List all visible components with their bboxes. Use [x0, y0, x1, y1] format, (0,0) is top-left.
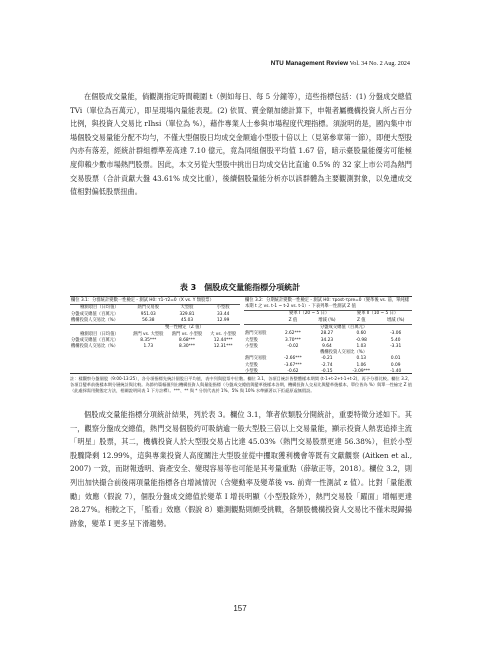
table-cell: -3.31 [390, 343, 402, 349]
table-cell: 8.30*** [178, 344, 195, 350]
table-cell: 0.60 [356, 331, 367, 337]
table-cell: -0.15 [321, 368, 333, 374]
table-cell: -0.21 [321, 356, 333, 362]
header-cell: 熱門 vs. 大型股 [133, 331, 164, 337]
table-cell: 0.01 [390, 356, 401, 362]
table-cell: -3.67*** [284, 362, 302, 368]
group-row [244, 324, 412, 331]
row-label: 熱門交易股 [245, 356, 267, 362]
row-label: 分盤成交總值（百萬元） [71, 337, 119, 343]
table-cell: -1.40 [390, 368, 402, 374]
header-cell: 熱門交易股 [137, 305, 160, 311]
table-title: 表 3 個股成交量能指標分項統計 [179, 283, 301, 292]
header-cell: 變革 I（20 ~ 5 日） [289, 311, 330, 317]
table-cell: 0.09 [390, 362, 401, 368]
header-cell: 變革 II（10 ~ 5 日） [356, 311, 399, 317]
group-label: 分盤成交總值（百萬元） [319, 324, 368, 330]
header-cell: 大型股 [180, 305, 194, 311]
header-cell: Z 值 [343, 317, 379, 324]
paragraph-text: 在個股成交量能，倘觀測指定時間範圍 t（例如每日、每 5 分鐘等），這些指標包括：(1) 分盤成交總值 TVi（單位為百萬元），即呈現場內量能表現。(2) 依買、賣金額加總計算下，申報者屬機構投資人所占百分比例，與投資人交易比 rIhsi（單位為 %），藉作專業人士參與市場程度代理指標。須說明的是，國內集中市場個股交易量能分配不均勻，不僅大型個股日均成交金額逾小型股十倍以上（見第參章第一節），即便大型股內亦有落差，經統計群組標準差高達 7.10 億元，竟為同組個股平均值 1.67 倍，暗示臺股量能優劣可能極度仰賴少數市場熱門股票。因此，本文另從大型股中挑出日均成交佔比直逾 0.5% 的 32 家上市公司為熱門交易股票（合計貢獻大盤 43.61% 成交比重），後續個股量能分析亦以該群體為主要觀測對象，以免遭成交值相對偏低股票扭曲。 [70, 92, 412, 197]
table-cell: -2.74 [321, 362, 333, 368]
panel-caption: 欄位 3.1：分群統計變數一性檢定 - 測試 H0: τ1-τ2=0（X vs. Y 類股票） [70, 298, 240, 305]
table-header-row [70, 331, 240, 337]
table-cell: -2.66*** [284, 356, 302, 362]
table-subheader-row [70, 325, 240, 332]
table-note: 註：樣觀察分盤個股（9:00-13:25），各分項指標先統計個股日平均值，表中列與股票中位數。欄位 3.1，各項目統計皆整體樣本期間 (t-1+t-2+t-1+t-2)，再予分群比較。欄位 3.2，各項目變革前後樣本期分層統計與比較。為節約篇幅僅列出機構投資人與量能指標（分盤成交總值與變革後樣本各期，機構投資人交易比與變革後樣本，單位皆為 %）與單一性檢定 Z 值（此處採需用動態定方法，相關說明同表 1 下方註釋）。***、** 與 * 分別代表於 1%、5% 與 10% 水準顯著以下拒絕原虛無假設。 [70, 376, 412, 394]
table-row [244, 298, 412, 311]
table-cell: 8.68*** [178, 337, 195, 343]
table-cell: -3.06 [390, 331, 402, 337]
table-cell: 1.73 [143, 344, 154, 350]
panel-3-1 [70, 298, 240, 350]
table-cell: -0.02 [287, 343, 299, 349]
table-header-row [70, 305, 240, 312]
row-label: 分盤成交總值（百萬元） [71, 311, 119, 317]
header-cell [244, 311, 275, 318]
header-cell: 小型股 [216, 305, 230, 311]
table-cell: 28.27 [320, 331, 334, 337]
header-cell: 增減 (%) [379, 317, 412, 324]
header-cell [244, 317, 275, 324]
panel-3-1-table [70, 298, 240, 350]
subheader-cell: 雙一性檢定（Z 值） [165, 325, 204, 331]
table-cell: 329.81 [179, 311, 195, 317]
table-cell: -0.98 [355, 337, 367, 343]
table-cell: 2.62*** [284, 331, 301, 337]
table-cell: 3.70*** [284, 337, 301, 343]
body-paragraph-1 [70, 90, 412, 199]
row-label: 大型股 [245, 362, 258, 368]
table-header-row [244, 311, 412, 318]
table-cell: 56.38 [129, 318, 168, 325]
body-paragraph-2 [70, 408, 412, 530]
table-cell: 12.31*** [213, 344, 233, 350]
table-row [244, 369, 412, 375]
row-label: 機構投資人交易比（%） [71, 344, 119, 350]
header-cell: 檢測項目（日均值） [80, 305, 119, 311]
table-cell: 8.35*** [140, 337, 157, 343]
paragraph-text: 個股成交量能指標分項統計結果，列於表 3。欄位 3.1，筆者依類股分開統計，重要特徵分述如下。其一，觀察分盤成交總值，熱門交易個股約可吸納逾一般大型股三倍以上交易量能，顯示投資人熱衷追捧主流「明星」股票，其二，機構投資人於大型股交易占比達 45.03%（熱門交易股票更達 56.38%），但於小型股驟降剩 12.99%，這與專業投資人高度關注大型股並從中攫取獲利機會等既有文獻觀察 (Aitken et al., 2007) 一致，而財報透明、資產安全、變現容易等也可能是其考量重點（薛敏正等，2018）。欄位 3.2，則列出加快撮合前後兩項量能指標各自增減情況（含變動率及變革後 vs. 前齊一性測試 z 值）。比對「量能激勵」效應（假說 7），個股分盤成交總值於變革 I 增長明顯（小型股除外），熱門交易股「躍面」增幅更達 28.27%。相較之下，「監看」效應（假說 8）雖測觀點則頗受挑戰，各類股機構投資人交易比不僅未現歸揚跡象，變革 I 更多呈下滑趨勢。 [70, 410, 412, 528]
table-cell: -0.62 [287, 368, 299, 374]
header-cell: 增減 (%) [311, 317, 343, 324]
table-cell: 33.44 [217, 311, 230, 317]
group-label: 機構投資人交易比（%） [320, 350, 368, 356]
table-bottom-rule [70, 373, 412, 374]
panel-3-2-table [244, 298, 412, 375]
row-label: 熱門交易股 [245, 331, 267, 337]
table-cell: 9.64 [322, 343, 332, 349]
table-cell: 34.23 [320, 337, 334, 343]
table-subheader-row [244, 317, 412, 324]
table-row [70, 298, 240, 305]
header-cell: Z 值 [275, 317, 310, 324]
table-cell: -3.09*** [352, 368, 371, 374]
row-label: 小型股 [245, 368, 258, 374]
table-cell: 1.06 [356, 362, 367, 368]
row-label: 小型股 [245, 343, 258, 349]
journal-issue: Vol. 34 No. 2 Aug. 2024 [348, 60, 410, 67]
table-cell: 12.99 [206, 318, 240, 325]
table-cell: 1.03 [356, 343, 367, 349]
table-cell: 951.03 [140, 311, 156, 317]
row-label: 機構投資人交易比（%） [70, 318, 129, 325]
page-number: 157 [233, 604, 247, 613]
table-row [70, 318, 240, 325]
running-header [0, 60, 410, 67]
journal-name: NTU Management Review [270, 60, 349, 67]
header-cell: 檢測項目（日均值） [80, 331, 119, 337]
panel-3-2 [244, 298, 412, 375]
table-top-rule [70, 296, 412, 297]
row-label: 大型股 [245, 337, 258, 343]
table-row [70, 344, 240, 350]
header-cell: 大 vs. 小型股 [210, 331, 237, 337]
table-cell: 12.44*** [213, 337, 233, 343]
table-cell: 5.40 [390, 337, 401, 343]
panel-caption: 欄位 3.2：分期統計變數一性檢定 - 測試 H0: τpost-τpre=0（變革後 vs. 前，單純樣本期 t 之 vs. t-1 ~ t-2 vs. t-1）- 下表列舉一性測試 Z 值 [244, 298, 412, 311]
table-cell: 45.03 [168, 318, 207, 325]
header-cell: 熱門 vs. 小型股 [171, 331, 203, 337]
table-3 [70, 296, 412, 374]
table-cell: 0.13 [356, 356, 367, 362]
